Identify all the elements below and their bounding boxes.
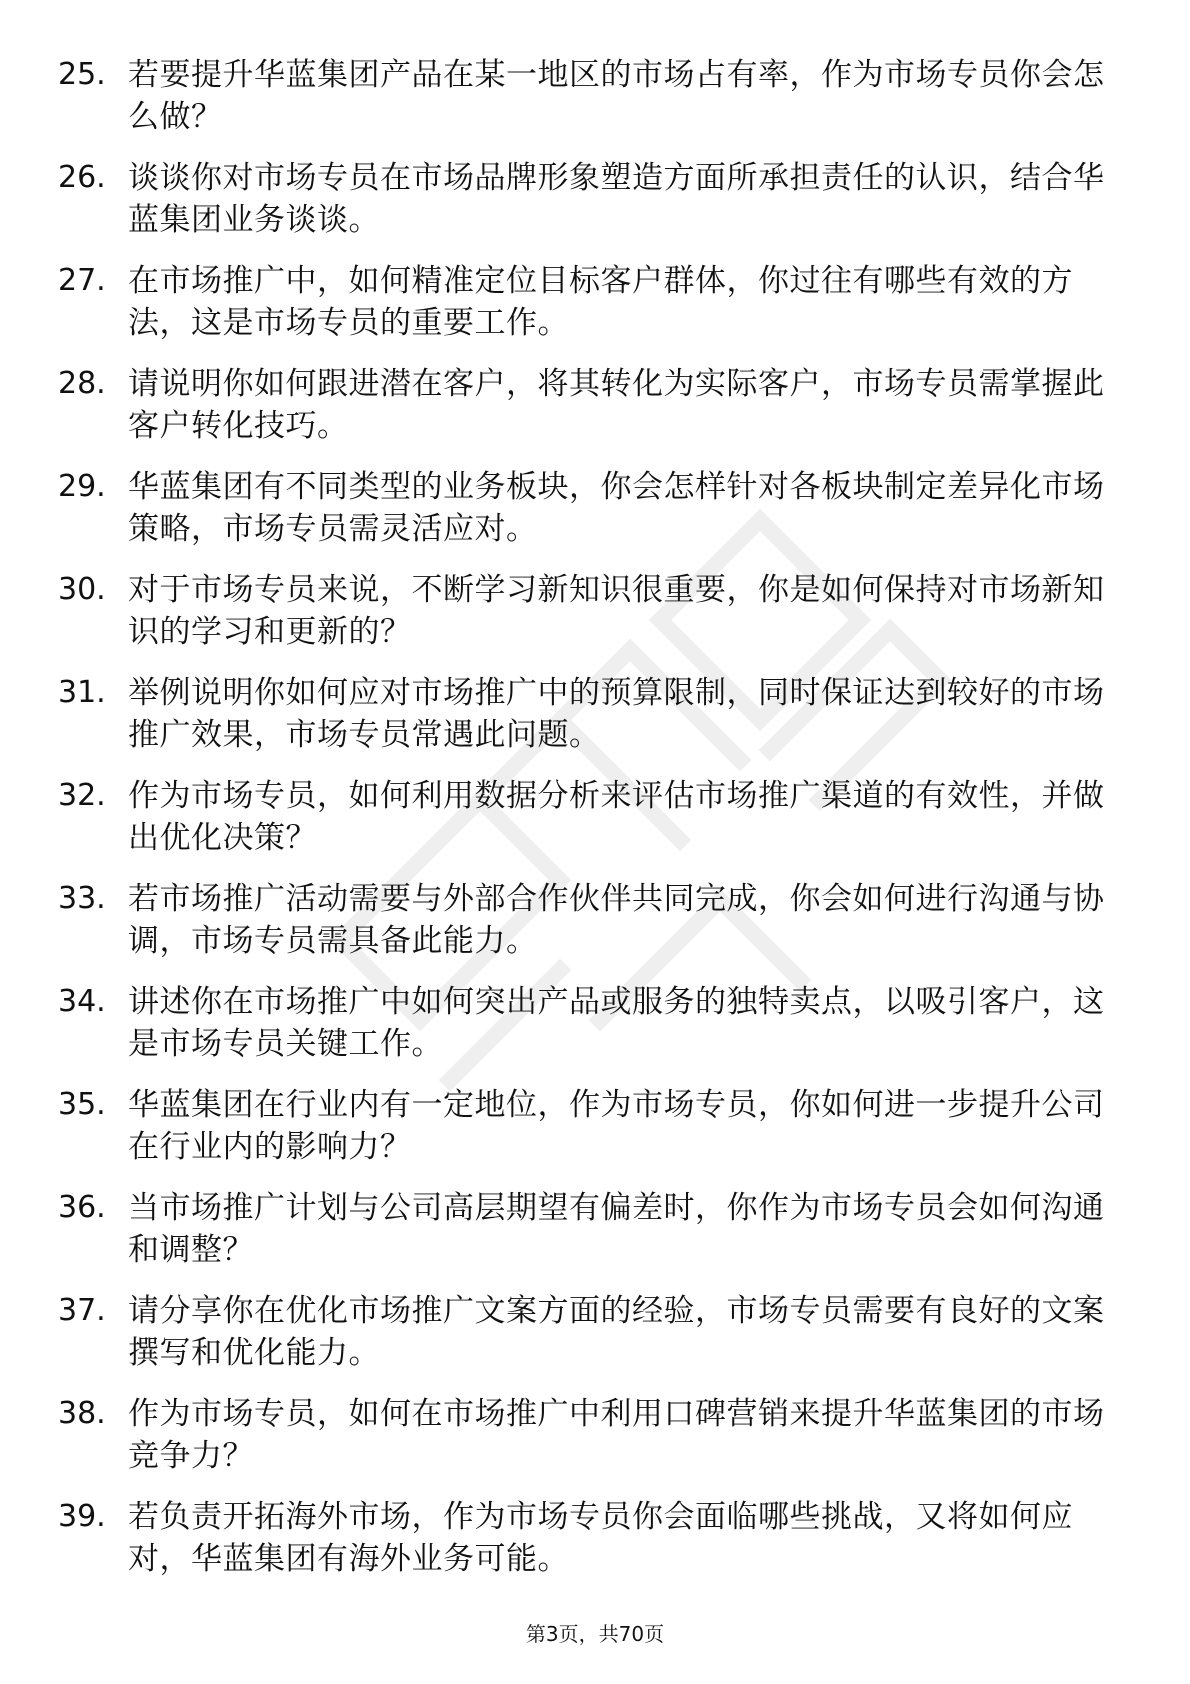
question-number: 33.: [58, 881, 106, 916]
question-number: 29.: [58, 469, 106, 504]
question-text: 请说明你如何跟进潜在客户，将其转化为实际客户，市场专员需掌握此客户转化技巧。: [128, 366, 1105, 444]
question-number: 28.: [58, 366, 106, 401]
question-text: 举例说明你如何应对市场推广中的预算限制，同时保证达到较好的市场推广效果，市场专员常遇此问题。: [128, 675, 1105, 753]
question-text: 请分享你在优化市场推广文案方面的经验，市场专员需要有良好的文案撰写和优化能力。: [128, 1293, 1105, 1371]
question-number: 31.: [58, 675, 106, 710]
question-number: 39.: [58, 1499, 106, 1534]
question-number: 25.: [58, 57, 106, 92]
list-item: [58, 1084, 1118, 1187]
list-item: [58, 775, 1118, 878]
question-text: 若市场推广活动需要与外部合作伙伴共同完成，你会如何进行沟通与协调，市场专员需具备此能力。: [128, 881, 1105, 959]
question-number: 38.: [58, 1396, 106, 1431]
list-item: [58, 466, 1118, 569]
list-item: [58, 1393, 1118, 1496]
question-text: 作为市场专员，如何在市场推广中利用口碑营销来提升华蓝集团的市场竞争力？: [128, 1396, 1105, 1474]
question-number: 35.: [58, 1087, 106, 1122]
question-text: 若要提升华蓝集团产品在某一地区的市场占有率，作为市场专员你会怎么做？: [128, 57, 1105, 135]
question-number: 37.: [58, 1293, 106, 1328]
question-text: 华蓝集团在行业内有一定地位，作为市场专员，你如何进一步提升公司在行业内的影响力？: [128, 1087, 1105, 1165]
question-text: 华蓝集团有不同类型的业务板块，你会怎样针对各板块制定差异化市场策略，市场专员需灵活应对。: [128, 469, 1105, 547]
question-number: 26.: [58, 160, 106, 195]
list-item: [58, 260, 1118, 363]
question-text: 当市场推广计划与公司高层期望有偏差时，你作为市场专员会如何沟通和调整？: [128, 1190, 1105, 1268]
question-text: 讲述你在市场推广中如何突出产品或服务的独特卖点，以吸引客户，这是市场专员关键工作。: [128, 984, 1105, 1062]
question-list: [58, 54, 1118, 1599]
list-item: [58, 363, 1118, 466]
question-number: 34.: [58, 984, 106, 1019]
question-text: 对于市场专员来说，不断学习新知识很重要，你是如何保持对市场新知识的学习和更新的？: [128, 572, 1105, 650]
list-item: [58, 981, 1118, 1084]
list-item: [58, 1187, 1118, 1290]
page-footer: 第3页，共70页: [525, 1622, 665, 1646]
question-text: 谈谈你对市场专员在市场品牌形象塑造方面所承担责任的认识，结合华蓝集团业务谈谈。: [128, 160, 1105, 238]
question-number: 32.: [58, 778, 106, 813]
question-number: 36.: [58, 1190, 106, 1225]
list-item: [58, 1290, 1118, 1393]
list-item: [58, 569, 1118, 672]
list-item: [58, 157, 1118, 260]
list-item: [58, 672, 1118, 775]
list-item: [58, 878, 1118, 981]
question-text: 若负责开拓海外市场，作为市场专员你会面临哪些挑战，又将如何应对，华蓝集团有海外业务可能。: [128, 1499, 1073, 1577]
question-text: 在市场推广中，如何精准定位目标客户群体，你过往有哪些有效的方法，这是市场专员的重要工作。: [128, 263, 1073, 341]
question-number: 27.: [58, 263, 106, 298]
question-text: 作为市场专员，如何利用数据分析来评估市场推广渠道的有效性，并做出优化决策？: [128, 778, 1105, 856]
question-number: 30.: [58, 572, 106, 607]
list-item: [58, 54, 1118, 157]
list-item: [58, 1496, 1118, 1599]
